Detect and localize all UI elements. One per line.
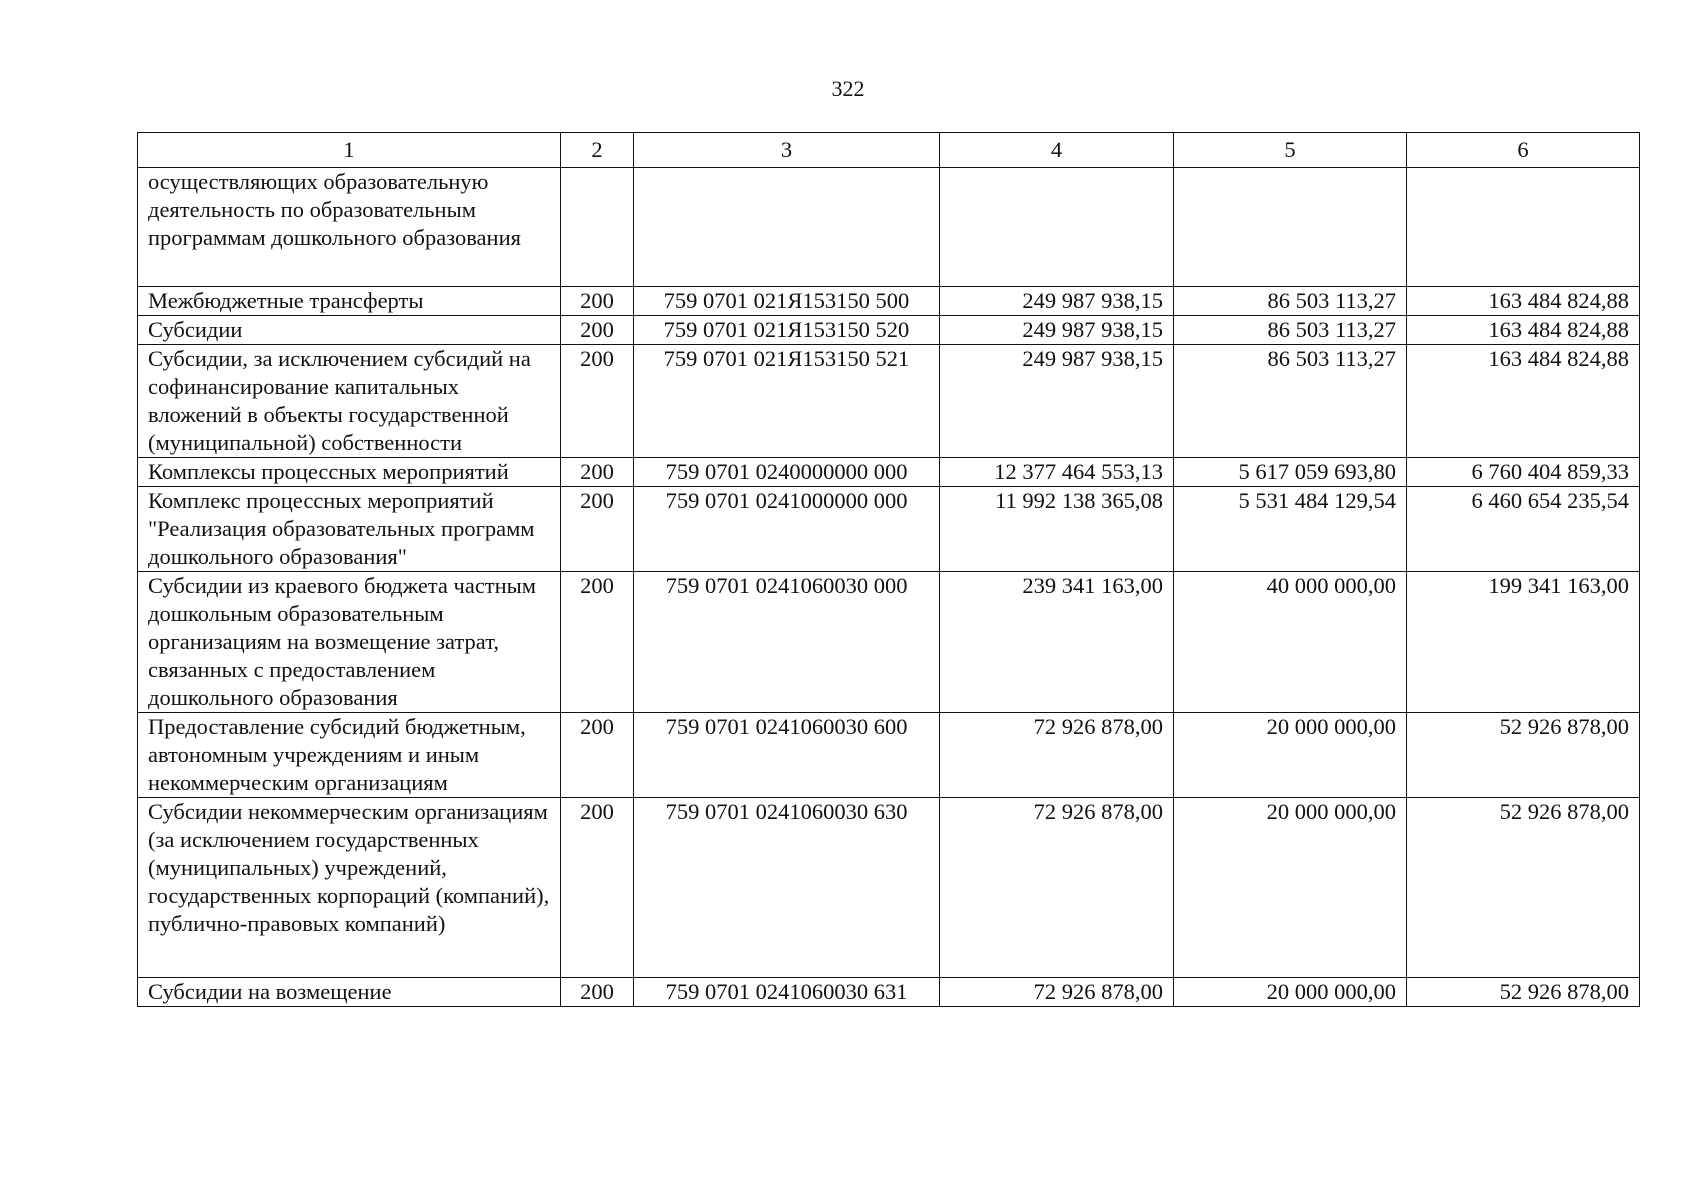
row-code-cell	[634, 168, 940, 287]
row-section-cell: 200	[561, 978, 634, 1007]
row-col4-cell: 12 377 464 553,13	[940, 458, 1174, 487]
column-header: 4	[940, 133, 1174, 168]
row-section-cell: 200	[561, 316, 634, 345]
column-header: 2	[561, 133, 634, 168]
row-code-cell: 759 0701 0241060030 000	[634, 572, 940, 713]
column-header: 1	[138, 133, 561, 168]
row-code-cell: 759 0701 021Я153150 521	[634, 345, 940, 458]
row-code-cell: 759 0701 0240000000 000	[634, 458, 940, 487]
row-section-cell: 200	[561, 713, 634, 798]
row-col5-cell: 86 503 113,27	[1174, 316, 1407, 345]
row-code-cell: 759 0701 0241000000 000	[634, 487, 940, 572]
row-col6-cell: 163 484 824,88	[1407, 287, 1640, 316]
row-name-cell: Субсидии	[138, 316, 561, 345]
row-code-cell: 759 0701 0241060030 600	[634, 713, 940, 798]
table-row	[138, 458, 1640, 487]
row-col4-cell: 72 926 878,00	[940, 978, 1174, 1007]
table-row	[138, 978, 1640, 1007]
row-name-cell: Межбюджетные трансферты	[138, 287, 561, 316]
row-col5-cell: 20 000 000,00	[1174, 978, 1407, 1007]
row-section-cell: 200	[561, 487, 634, 572]
row-name-cell: осуществляющих образовательную деятельность по образовательным программам дошкольного образования	[138, 168, 561, 287]
table-row	[138, 168, 1640, 287]
row-col6-cell: 199 341 163,00	[1407, 572, 1640, 713]
column-header: 5	[1174, 133, 1407, 168]
row-col6-cell: 52 926 878,00	[1407, 798, 1640, 978]
row-col5-cell: 5 531 484 129,54	[1174, 487, 1407, 572]
row-col4-cell: 249 987 938,15	[940, 345, 1174, 458]
table-row	[138, 572, 1640, 713]
table-row	[138, 487, 1640, 572]
row-code-cell: 759 0701 0241060030 631	[634, 978, 940, 1007]
row-col5-cell: 86 503 113,27	[1174, 345, 1407, 458]
row-col6-cell: 163 484 824,88	[1407, 316, 1640, 345]
row-section-cell: 200	[561, 458, 634, 487]
row-code-cell: 759 0701 021Я153150 500	[634, 287, 940, 316]
page-number: 322	[831, 76, 865, 101]
table-row	[138, 713, 1640, 798]
row-section-cell: 200	[561, 345, 634, 458]
column-header: 6	[1407, 133, 1640, 168]
row-name-cell: Комплексы процессных мероприятий	[138, 458, 561, 487]
row-col4-cell: 72 926 878,00	[940, 713, 1174, 798]
table-row	[138, 316, 1640, 345]
budget-table	[137, 132, 1640, 1007]
row-code-cell: 759 0701 021Я153150 520	[634, 316, 940, 345]
row-col5-cell: 20 000 000,00	[1174, 713, 1407, 798]
row-section-cell: 200	[561, 287, 634, 316]
row-col4-cell: 72 926 878,00	[940, 798, 1174, 978]
row-code-cell: 759 0701 0241060030 630	[634, 798, 940, 978]
row-name-cell: Субсидии некоммерческим организациям (за исключением государственных (муниципальных) учреждений, государственных корпораций (компаний), публично-правовых компаний)	[138, 798, 561, 978]
row-name-cell: Комплекс процессных мероприятий "Реализация образовательных программ дошкольного образования"	[138, 487, 561, 572]
table-row	[138, 287, 1640, 316]
table-row	[138, 345, 1640, 458]
row-col5-cell: 86 503 113,27	[1174, 287, 1407, 316]
row-name-cell: Субсидии, за исключением субсидий на софинансирование капитальных вложений в объекты государственной (муниципальной) собственности	[138, 345, 561, 458]
row-col5-cell	[1174, 168, 1407, 287]
row-col6-cell: 52 926 878,00	[1407, 978, 1640, 1007]
row-col4-cell: 11 992 138 365,08	[940, 487, 1174, 572]
row-col4-cell: 249 987 938,15	[940, 287, 1174, 316]
row-col6-cell: 6 460 654 235,54	[1407, 487, 1640, 572]
row-col6-cell	[1407, 168, 1640, 287]
row-col4-cell: 249 987 938,15	[940, 316, 1174, 345]
row-section-cell: 200	[561, 572, 634, 713]
row-col6-cell: 6 760 404 859,33	[1407, 458, 1640, 487]
row-col4-cell: 239 341 163,00	[940, 572, 1174, 713]
row-col5-cell: 5 617 059 693,80	[1174, 458, 1407, 487]
row-col5-cell: 20 000 000,00	[1174, 798, 1407, 978]
column-header: 3	[634, 133, 940, 168]
row-section-cell	[561, 168, 634, 287]
row-col6-cell: 52 926 878,00	[1407, 713, 1640, 798]
row-section-cell: 200	[561, 798, 634, 978]
row-col4-cell	[940, 168, 1174, 287]
row-col5-cell: 40 000 000,00	[1174, 572, 1407, 713]
table-header-row	[138, 133, 1640, 168]
row-name-cell: Субсидии на возмещение	[138, 978, 561, 1007]
row-name-cell: Предоставление субсидий бюджетным, автономным учреждениям и иным некоммерческим организациям	[138, 713, 561, 798]
table-row	[138, 798, 1640, 978]
row-col6-cell: 163 484 824,88	[1407, 345, 1640, 458]
row-name-cell: Субсидии из краевого бюджета частным дошкольным образовательным организациям на возмещение затрат, связанных с предоставлением дошкольного образования	[138, 572, 561, 713]
